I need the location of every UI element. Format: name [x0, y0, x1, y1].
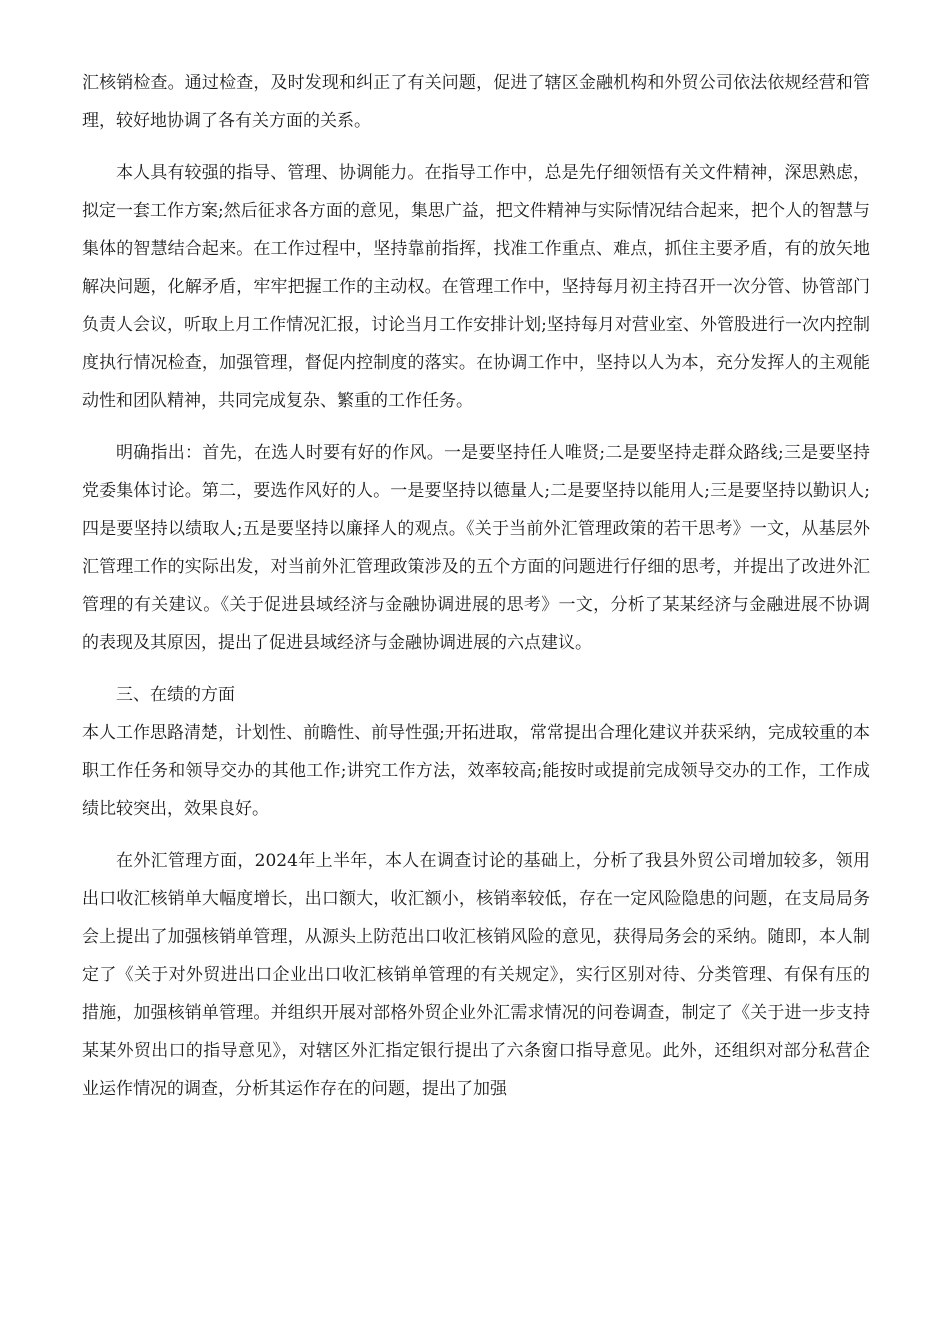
section-heading: 三、在绩的方面: [116, 685, 235, 705]
paragraph-1: 汇核销检查。通过检查，及时发现和纠正了有关问题，促进了辖区金融机构和外贸公司依法依规经营和管理，较好地协调了各有关方面的关系。: [82, 73, 870, 131]
paragraph-4: 本人工作思路清楚，计划性、前瞻性、前导性强;开拓进取，常常提出合理化建议并获采纳，完成较重的本职工作任务和领导交办的其他工作;讲究工作方法，效率较高;能按时或提前完成领导交办的工作，工作成绩比较突出，效果良好。: [82, 723, 870, 819]
document-body: [82, 64, 870, 1108]
paragraph-5: 在外汇管理方面，2024年上半年，本人在调查讨论的基础上，分析了我县外贸公司增加较多，领用出口收汇核销单大幅度增长，出口额大，收汇额小，核销率较低，存在一定风险隐患的问题，在支局局务会上提出了加强核销单管理，从源头上防范出口收汇核销风险的意见，获得局务会的采纳。随即，本人制定了《关于对外贸进出口企业出口收汇核销单管理的有关规定》，实行区别对待、分类管理、有保有压的措施，加强核销单管理。并组织开展对部格外贸企业外汇需求情况的问卷调查，制定了《关于进一步支持某某外贸出口的指导意见》，对辖区外汇指定银行提出了六条窗口指导意见。此外，还组织对部分私营企业运作情况的调查，分析其运作存在的问题，提出了加强: [82, 851, 870, 1099]
paragraph-2: 本人具有较强的指导、管理、协调能力。在指导工作中，总是先仔细领悟有关文件精神，深思熟虑，拟定一套工作方案;然后征求各方面的意见，集思广益，把文件精神与实际情况结合起来，把个人的智慧与集体的智慧结合起来。在工作过程中，坚持靠前指挥，找准工作重点、难点，抓住主要矛盾，有的放矢地解决问题，化解矛盾，牢牢把握工作的主动权。在管理工作中，坚持每月初主持召开一次分管、协管部门负责人会议，听取上月工作情况汇报，讨论当月工作安排计划;坚持每月对营业室、外管股进行一次内控制度执行情况检查，加强管理，督促内控制度的落实。在协调工作中，坚持以人为本，充分发挥人的主观能动性和团队精神，共同完成复杂、繁重的工作任务。: [82, 163, 870, 411]
paragraph-3: 明确指出：首先，在选人时要有好的作风。一是要坚持任人唯贤;二是要坚持走群众路线;三是要坚持党委集体讨论。第二，要选作风好的人。一是要坚持以德量人;二是要坚持以能用人;三是要坚持以勤识人;四是要坚持以绩取人;五是要坚持以廉择人的观点。《关于当前外汇管理政策的若干思考》一文，从基层外汇管理工作的实际出发，对当前外汇管理政策涉及的五个方面的问题进行仔细的思考，并提出了改进外汇管理的有关建议。《关于促进县域经济与金融协调进展的思考》一文，分析了某某经济与金融进展不协调的表现及其原因，提出了促进县域经济与金融协调进展的六点建议。: [82, 443, 870, 653]
